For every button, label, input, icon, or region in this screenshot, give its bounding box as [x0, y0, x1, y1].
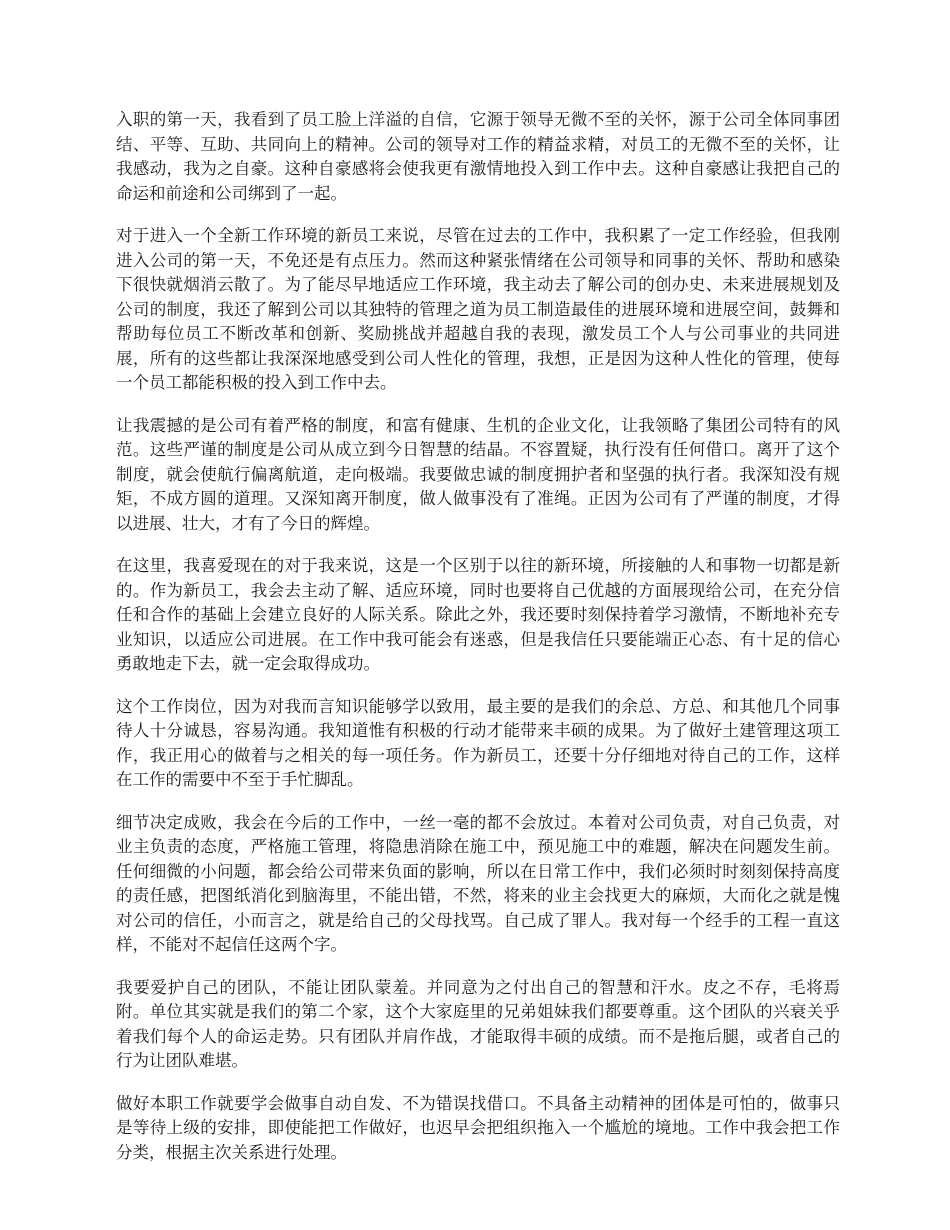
paragraph-7: 我要爱护自己的团队，不能让团队蒙羞。并同意为之付出自己的智慧和汗水。皮之不存，毛将焉附。单位其实就是我们的第二个家，这个大家庭里的兄弟姐妹我们都要尊重。这个团队的兴衰关乎着我们每个人的命运走势。只有团队并肩作战，才能取得丰硕的成绩。而不是拖后腿，或者自己的行为让团队难堪。 — [116, 977, 840, 1070]
paragraph-3: 让我震撼的是公司有着严格的制度，和富有健康、生机的企业文化，让我领略了集团公司特有的风范。这些严谨的制度是公司从成立到今日智慧的结晶。不容置疑，执行没有任何借口。离开了这个制度，就会使航行偏离航道，走向极端。我要做忠诚的制度拥护者和坚强的执行者。我深知没有规矩，不成方圆的道理。又深知离开制度，做人做事没有了准绳。正因为公司有了严谨的制度，才得以进展、壮大，才有了今日的辉煌。 — [116, 415, 840, 533]
paragraph-4: 在这里，我喜爱现在的对于我来说，这是一个区别于以往的新环境，所接触的人和事物一切都是新的。作为新员工，我会去主动了解、适应环境，同时也要将自己优越的方面展现给公司，在充分信任和合作的基础上会建立良好的人际关系。除此之外，我还要时刻保持着学习激情，不断地补充专业知识，以适应公司进展。在工作中我可能会有迷惑，但是我信任只要能端正心态、有十足的信心勇敢地走下去，就一定会取得成功。 — [116, 556, 840, 673]
paragraph-8: 做好本职工作就要学会做事自动自发、不为错误找借口。不具备主动精神的团体是可怕的，做事只是等待上级的安排，即使能把工作做好，也迟早会把组织拖入一个尴尬的境地。工作中我会把工作分类，根据主次关系进行处理。 — [116, 1093, 840, 1162]
paragraph-1: 入职的第一天，我看到了员工脸上洋溢的自信，它源于领导无微不至的关怀，源于公司全体同事团结、平等、互助、共同向上的精神。公司的领导对工作的精益求精，对员工的无微不至的关怀，让我感动，我为之自豪。这种自豪感将会使我更有激情地投入到工作中去。这种自豪感让我把自己的命运和前途和公司绑到了一起。 — [116, 110, 840, 203]
paragraph-6: 细节决定成败，我会在今后的工作中，一丝一毫的都不会放过。本着对公司负责，对自己负责，对业主负责的态度，严格施工管理，将隐患消除在施工中，预见施工中的难题，解决在问题发生前。任何细微的小问题，都会给公司带来负面的影响，所以在日常工作中，我们必须时时刻刻保持高度的责任感，把图纸消化到脑海里，不能出错，不然，将来的业主会找更大的麻烦，大而化之就是愧对公司的信任，小而言之，就是给自己的父母找骂。自己成了罪人。我对每一个经手的工程一直这样，不能对不起信任这两个字。 — [116, 812, 840, 954]
paragraph-5: 这个工作岗位，因为对我而言知识能够学以致用，最主要的是我们的余总、方总、和其他几个同事待人十分诚恳，容易沟通。我知道惟有积极的行动才能带来丰硕的成果。为了做好土建管理这项工作，我正用心的做着与之相关的每一项任务。作为新员工，还要十分仔细地对待自己的工作，这样在工作的需要中不至于手忙脚乱。 — [116, 696, 840, 789]
document-body — [116, 108, 840, 1183]
paragraph-2: 对于进入一个全新工作环境的新员工来说，尽管在过去的工作中，我积累了一定工作经验，但我刚进入公司的第一天，不免还是有点压力。然而这种紧张情绪在公司领导和同事的关怀、帮助和感染下很快就烟消云散了。为了能尽早地适应工作环境，我主动去了解公司的创办史、未来进展规划及公司的制度，我还了解到公司以其独特的管理之道为员工制造最佳的进展环境和进展空间，鼓舞和帮助每位员工不断改革和创新、奖励挑战并超越自我的表现，激发员工个人与公司事业的共同进展，所有的这些都让我深深地感受到公司人性化的管理，我想，正是因为这种人性化的管理，使每一个员工都能积极的投入到工作中去。 — [116, 226, 840, 392]
